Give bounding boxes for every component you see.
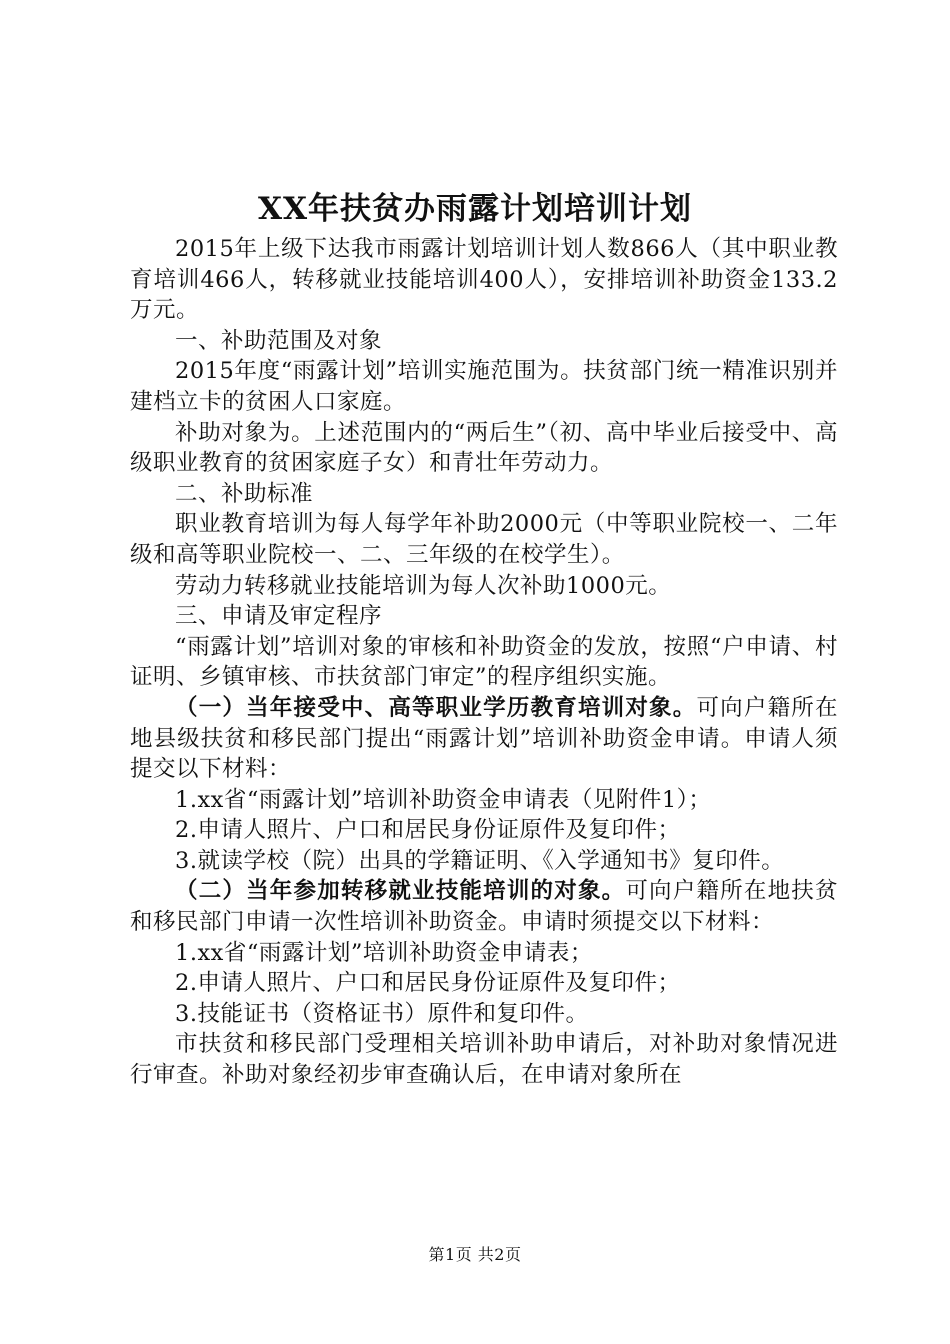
list-item-2-2: 2.申请人照片、户口和居民身份证原件及复印件； xyxy=(175,970,681,997)
paragraph-subsection-1 xyxy=(130,693,838,785)
section-heading-3: 三、申请及审定程序 xyxy=(175,603,383,630)
section-heading-1: 一、补助范围及对象 xyxy=(175,327,383,354)
paragraph-procedure: “雨露计划”培训对象的审核和补助资金的发放，按照“户申请、村证明、乡镇审核、市扶贫部门审定”的程序组织实施。 xyxy=(130,633,838,691)
paragraph-subsection-2 xyxy=(130,876,838,937)
paragraph-standard-labor: 劳动力转移就业技能培训为每人次补助1000元。 xyxy=(175,572,672,599)
list-item-2-1: 1.xx省“雨露计划”培训补助资金申请表； xyxy=(175,939,593,966)
paragraph-scope: 2015年度“雨露计划”培训实施范围为。扶贫部门统一精准识别并建档立卡的贫困人口家庭。 xyxy=(130,358,838,415)
paragraph-standard-education: 职业教育培训为每人每学年补助2000元（中等职业院校一、二年级和高等职业院校一、二、三年级的在校学生）。 xyxy=(130,511,838,568)
paragraph-target: 补助对象为。上述范围内的“两后生”（初、高中毕业后接受中、高级职业教育的贫困家庭子女）和青壮年劳动力。 xyxy=(130,419,838,477)
subsection-2-text: 可向户籍所在地扶贫和移民部门申请一次性培训补助资金。申请时须提交以下材料： xyxy=(130,878,838,936)
paragraph-review: 市扶贫和移民部门受理相关培训补助申请后，对补助对象情况进行审查。补助对象经初步审查确认后，在申请对象所在 xyxy=(130,1031,838,1089)
document-body xyxy=(130,234,838,1091)
paragraph-intro: 2015年上级下达我市雨露计划培训计划人数866人（其中职业教育培训466人，转移就业技能培训400人），安排培训补助资金133.2万元。 xyxy=(130,236,838,324)
section-heading-2: 二、补助标准 xyxy=(175,480,314,507)
list-item-1-1: 1.xx省“雨露计划”培训补助资金申请表（见附件1）； xyxy=(175,786,712,813)
subsection-1-lead: （一）当年接受中、高等职业学历教育培训对象。 xyxy=(175,694,697,721)
document-title: XX年扶贫办雨露计划培训计划 xyxy=(257,191,693,227)
list-item-1-3: 3.就读学校（院）出具的学籍证明、《入学通知书》复印件。 xyxy=(175,847,785,874)
page-number-footer: 第1页 共2页 xyxy=(428,1245,522,1264)
list-item-2-3: 3.技能证书（资格证书）原件和复印件。 xyxy=(175,1000,589,1027)
list-item-1-2: 2.申请人照片、户口和居民身份证原件及复印件； xyxy=(175,817,681,844)
subsection-2-lead: （二）当年参加转移就业技能培训的对象。 xyxy=(175,878,626,905)
subsection-1-text: 可向户籍所在地县级扶贫和移民部门提出“雨露计划”培训补助资金申请。申请人须提交以下材料： xyxy=(130,694,838,783)
